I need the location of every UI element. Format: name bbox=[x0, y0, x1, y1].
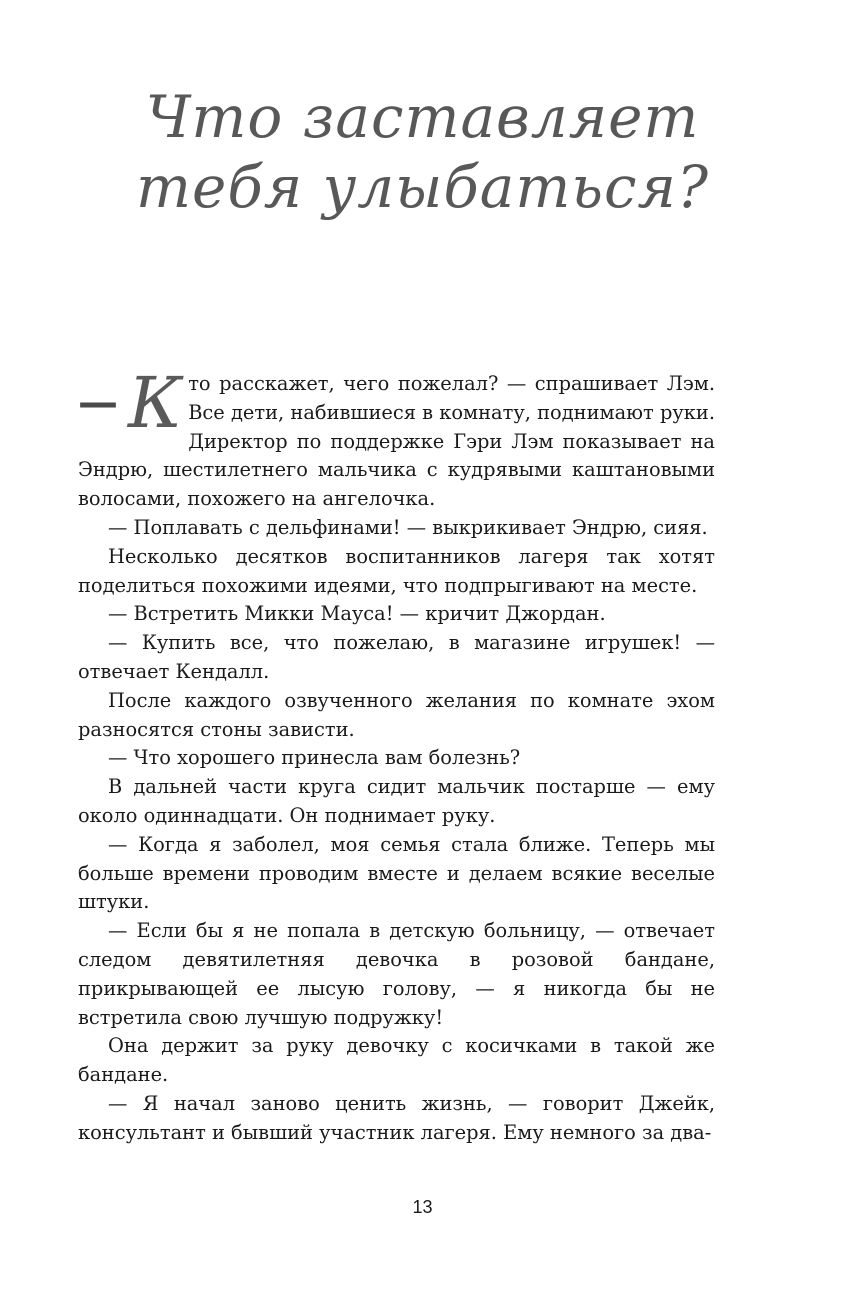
paragraph-2: — Поплавать с дельфинами! — выкрикивает Эндрю, сияя. bbox=[108, 515, 708, 539]
paragraph-7: — Что хорошего принесла вам болезнь? bbox=[108, 746, 521, 770]
paragraph-9: — Когда я заболел, моя семья стала ближе. Теперь мы больше времени проводим вместе и делаем всякие веселые штуки. bbox=[78, 832, 715, 914]
paragraph-8: В дальней части круга сидит мальчик постарше — ему около одиннадцати. Он поднимает руку. bbox=[78, 775, 715, 827]
chapter-title bbox=[0, 82, 845, 222]
chapter-title-line-1: Что заставляет bbox=[145, 83, 700, 151]
paragraph-5: — Купить все, что пожелаю, в магазине игрушек! — отвечает Кендалл. bbox=[78, 631, 715, 683]
drop-cap-letter: К bbox=[128, 362, 183, 444]
paragraph-1 bbox=[78, 362, 715, 514]
paragraph-6: После каждого озвученного желания по комнате эхом разносятся стоны зависти. bbox=[78, 688, 715, 741]
body-text bbox=[78, 362, 715, 1148]
paragraph-3: Несколько десятков воспитанников лагеря так хотят поделиться похожими идеями, что подпрыгивают на месте. bbox=[78, 544, 715, 597]
page-number: 13 bbox=[412, 1197, 433, 1217]
chapter-title-line-2: тебя улыбаться? bbox=[136, 153, 709, 221]
drop-cap-dash: — bbox=[78, 380, 118, 426]
paragraph-text: то расскажет, чего пожелал? — спрашивает Лэм. Все дети, набившиеся в комнату, поднимают руки. Директор по поддержке Гэри Лэм показывает на Эндрю, шестилетнего мальчика с кудрявыми каштановыми волосами, похожего на ангелочка. bbox=[78, 372, 715, 511]
paragraph-4: — Встретить Микки Мауса! — кричит Джордан. bbox=[108, 602, 606, 626]
paragraph-12: — Я начал заново ценить жизнь, — говорит Джейк, консультант и бывший участник лагеря. Ему немного за два- bbox=[78, 1091, 715, 1144]
drop-cap bbox=[78, 362, 183, 444]
paragraph-11: Она держит за руку девочку с косичками в такой же бандане. bbox=[78, 1034, 715, 1087]
paragraph-10: — Если бы я не попала в детскую больницу, — отвечает следом девятилетняя девочка в розовой бандане, прикрывающей ее лысую голову, — я никогда бы не встретила свою лучшую подружку! bbox=[78, 919, 715, 1029]
